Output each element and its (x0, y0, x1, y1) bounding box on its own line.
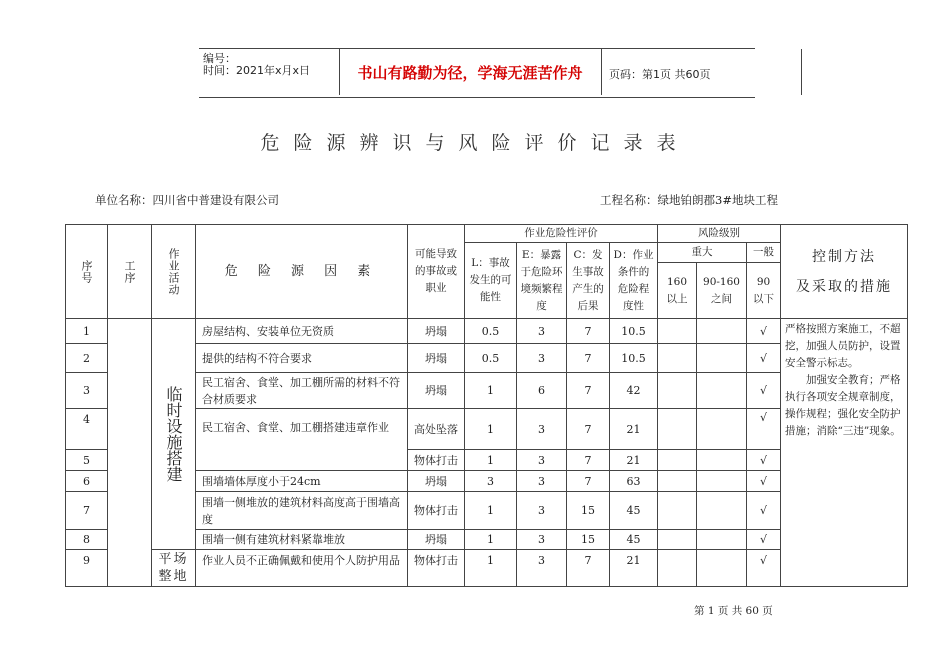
header-90-160: 90-160之间 (697, 263, 747, 319)
row-hazard: 围墙一侧有建筑材料紧靠堆放 (196, 530, 408, 550)
row-C: 15 (567, 492, 610, 530)
row-seq: 5 (66, 450, 108, 471)
row-mark: √ (747, 550, 781, 587)
row-D: 21 (610, 550, 658, 587)
row-E: 6 (517, 373, 567, 409)
row-accident: 物体打击 (408, 450, 465, 471)
row-hazard: 围墙一侧堆放的建筑材料高度高于围墙高度 (196, 492, 408, 530)
row-C: 7 (567, 409, 610, 450)
header-L: L：事故发生的可能性 (465, 243, 517, 319)
row-hazard: 围墙墙体厚度小于24cm (196, 471, 408, 492)
row-hazard: 提供的结构不符合要求 (196, 344, 408, 373)
header-hazard: 危 险 源 因 素 (196, 225, 408, 319)
row-mark: √ (747, 344, 781, 373)
row-C: 15 (567, 530, 610, 550)
row-L: 1 (465, 530, 517, 550)
risk-table (65, 224, 908, 587)
row-seq: 3 (66, 373, 108, 409)
row-C: 7 (567, 550, 610, 587)
row-D: 10.5 (610, 344, 658, 373)
row-E: 3 (517, 471, 567, 492)
row-accident: 坍塌 (408, 344, 465, 373)
row-L: 1 (465, 450, 517, 471)
row-E: 3 (517, 530, 567, 550)
row-hazard: 民工宿舍、食堂、加工棚搭建违章作业 (196, 409, 408, 471)
header-90-below: 90以下 (747, 263, 781, 319)
header-D: D：作业条件的危险程度性 (610, 243, 658, 319)
page-footer: 第 1 页 共 60 页 (694, 605, 773, 617)
row-L: 1 (465, 492, 517, 530)
row-mark: √ (747, 492, 781, 530)
time-label: 时间：2021年x月x日 (203, 64, 311, 77)
row-C: 7 (567, 344, 610, 373)
header-general: 一般 (747, 243, 781, 263)
row-D: 45 (610, 492, 658, 530)
row-D: 21 (610, 409, 658, 450)
row-seq: 6 (66, 471, 108, 492)
header-evaluation: 作业危险性评价 (465, 225, 658, 243)
header-activity: 作业活动 (152, 225, 196, 319)
row-C: 7 (567, 471, 610, 492)
row-accident: 坍塌 (408, 530, 465, 550)
header-risk-level: 风险级别 (658, 225, 781, 243)
row-seq: 8 (66, 530, 108, 550)
row-L: 1 (465, 373, 517, 409)
header-C: C：发生事故产生的后果 (567, 243, 610, 319)
row-seq: 7 (66, 492, 108, 530)
row-L: 0.5 (465, 344, 517, 373)
row-accident: 物体打击 (408, 550, 465, 587)
motto: 书山有路勤为径，学海无涯苦作舟 (339, 49, 602, 95)
row-C: 7 (567, 373, 610, 409)
project-name: 工程名称：绿地铂朗郡3#地块工程 (600, 193, 778, 207)
row-mark: √ (747, 471, 781, 492)
row-L: 1 (465, 550, 517, 587)
row-accident: 坍塌 (408, 471, 465, 492)
row-D: 63 (610, 471, 658, 492)
row-C: 7 (567, 450, 610, 471)
row-seq: 2 (66, 344, 108, 373)
row-accident: 坍塌 (408, 319, 465, 344)
header-major: 重大 (658, 243, 747, 263)
row-E: 3 (517, 450, 567, 471)
header-meta (199, 49, 339, 97)
measure-1: 严格按照方案施工，不超挖，加强人员防护，设置安全警示标志。 (785, 323, 901, 369)
row-mark: √ (747, 319, 781, 344)
header-accident: 可能导致的事故或职业 (408, 225, 465, 319)
row-C: 7 (567, 319, 610, 344)
row-mark: √ (747, 450, 781, 471)
row-accident: 坍塌 (408, 373, 465, 409)
header-160-up: 160以上 (658, 263, 697, 319)
header-seq: 序号 (66, 225, 108, 319)
row-seq: 4 (66, 409, 108, 450)
row-L: 1 (465, 409, 517, 450)
row-D: 42 (610, 373, 658, 409)
activity-site-leveling: 平场整地 (152, 550, 196, 587)
row-accident: 高处坠落 (408, 409, 465, 450)
table-row (66, 319, 908, 344)
row-D: 10.5 (610, 319, 658, 344)
row-hazard: 民工宿舍、食堂、加工棚所需的材料不符合材质要求 (196, 373, 408, 409)
header-process: 工序 (108, 225, 152, 319)
page-title: 危险源辨识与风险评价记录表 (260, 132, 690, 154)
row-L: 0.5 (465, 319, 517, 344)
page-info: 页码：第1页 共60页 (609, 68, 711, 81)
number-label: 编号： (203, 52, 236, 65)
measure-2: 加强安全教育；严格执行各项安全规章制度，操作规程；强化安全防护措施；消除“三违”现象。 (785, 374, 901, 437)
document-header (199, 48, 755, 98)
header-control: 控制方法 及采取的措施 (781, 225, 908, 319)
row-E: 3 (517, 550, 567, 587)
row-mark: √ (747, 373, 781, 409)
row-E: 3 (517, 409, 567, 450)
activity-temp-facilities: 临时设施搭建 (152, 319, 196, 550)
row-E: 3 (517, 492, 567, 530)
row-E: 3 (517, 319, 567, 344)
row-D: 21 (610, 450, 658, 471)
row-hazard: 房屋结构、安装单位无资质 (196, 319, 408, 344)
process-cell (108, 319, 152, 587)
row-accident: 物体打击 (408, 492, 465, 530)
row-D: 45 (610, 530, 658, 550)
row-hazard: 作业人员不正确佩戴和使用个人防护用品 (196, 550, 408, 587)
row-mark: √ (747, 409, 781, 450)
row-seq: 9 (66, 550, 108, 587)
row-seq: 1 (66, 319, 108, 344)
row-E: 3 (517, 344, 567, 373)
row-mark: √ (747, 530, 781, 550)
control-measures (781, 319, 908, 587)
unit-name: 单位名称：四川省中普建设有限公司 (95, 193, 279, 207)
header-E: E：暴露于危险环境频繁程度 (517, 243, 567, 319)
row-L: 3 (465, 471, 517, 492)
